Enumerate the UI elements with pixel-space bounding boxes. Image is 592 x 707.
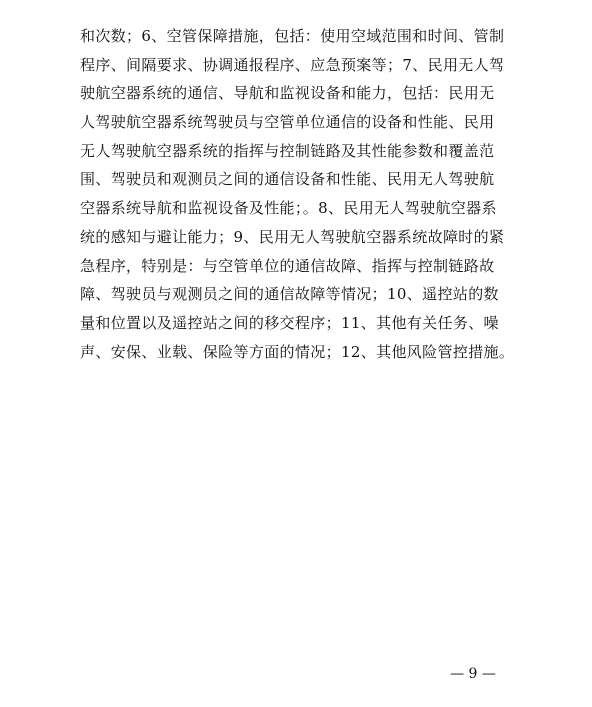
text-line: 程序、间隔要求、协调通报程序、应急预案等；7、民用无人驾: [80, 55, 505, 74]
text-line: 围、驾驶员和观测员之间的通信设备和性能、民用无人驾驶航: [80, 170, 495, 189]
text-line: 障、驾驶员与观测员之间的通信故障等情况；10、遥控站的数: [80, 285, 499, 304]
text-line: 和次数；6、空管保障措施，包括：使用空域范围和时间、管制: [80, 27, 505, 45]
text-line: 量和位置以及遥控站之间的移交程序；11、其他有关任务、噪: [80, 313, 499, 332]
text-line: 急程序，特别是：与空管单位的通信故障、指挥与控制链路故: [80, 256, 495, 275]
body-text: [80, 22, 520, 366]
text-line: 空器系统导航和监视设备及性能；。8、民用无人驾驶航空器系: [80, 199, 497, 218]
text-line: 统的感知与避让能力；9、民用无人驾驶航空器系统故障时的紧: [80, 227, 505, 246]
text-line: 无人驾驶航空器系统的指挥与控制链路及其性能参数和覆盖范: [80, 141, 495, 160]
page-number: — 9 —: [450, 666, 496, 682]
text-line: 声、安保、业载、保险等方面的情况；12、其他风险管控措施。: [80, 342, 515, 361]
text-line: 驶航空器系统的通信、导航和监视设备和能力，包括：民用无: [80, 84, 495, 103]
text-line: 人驾驶航空器系统驾驶员与空管单位通信的设备和性能、民用: [80, 113, 495, 132]
